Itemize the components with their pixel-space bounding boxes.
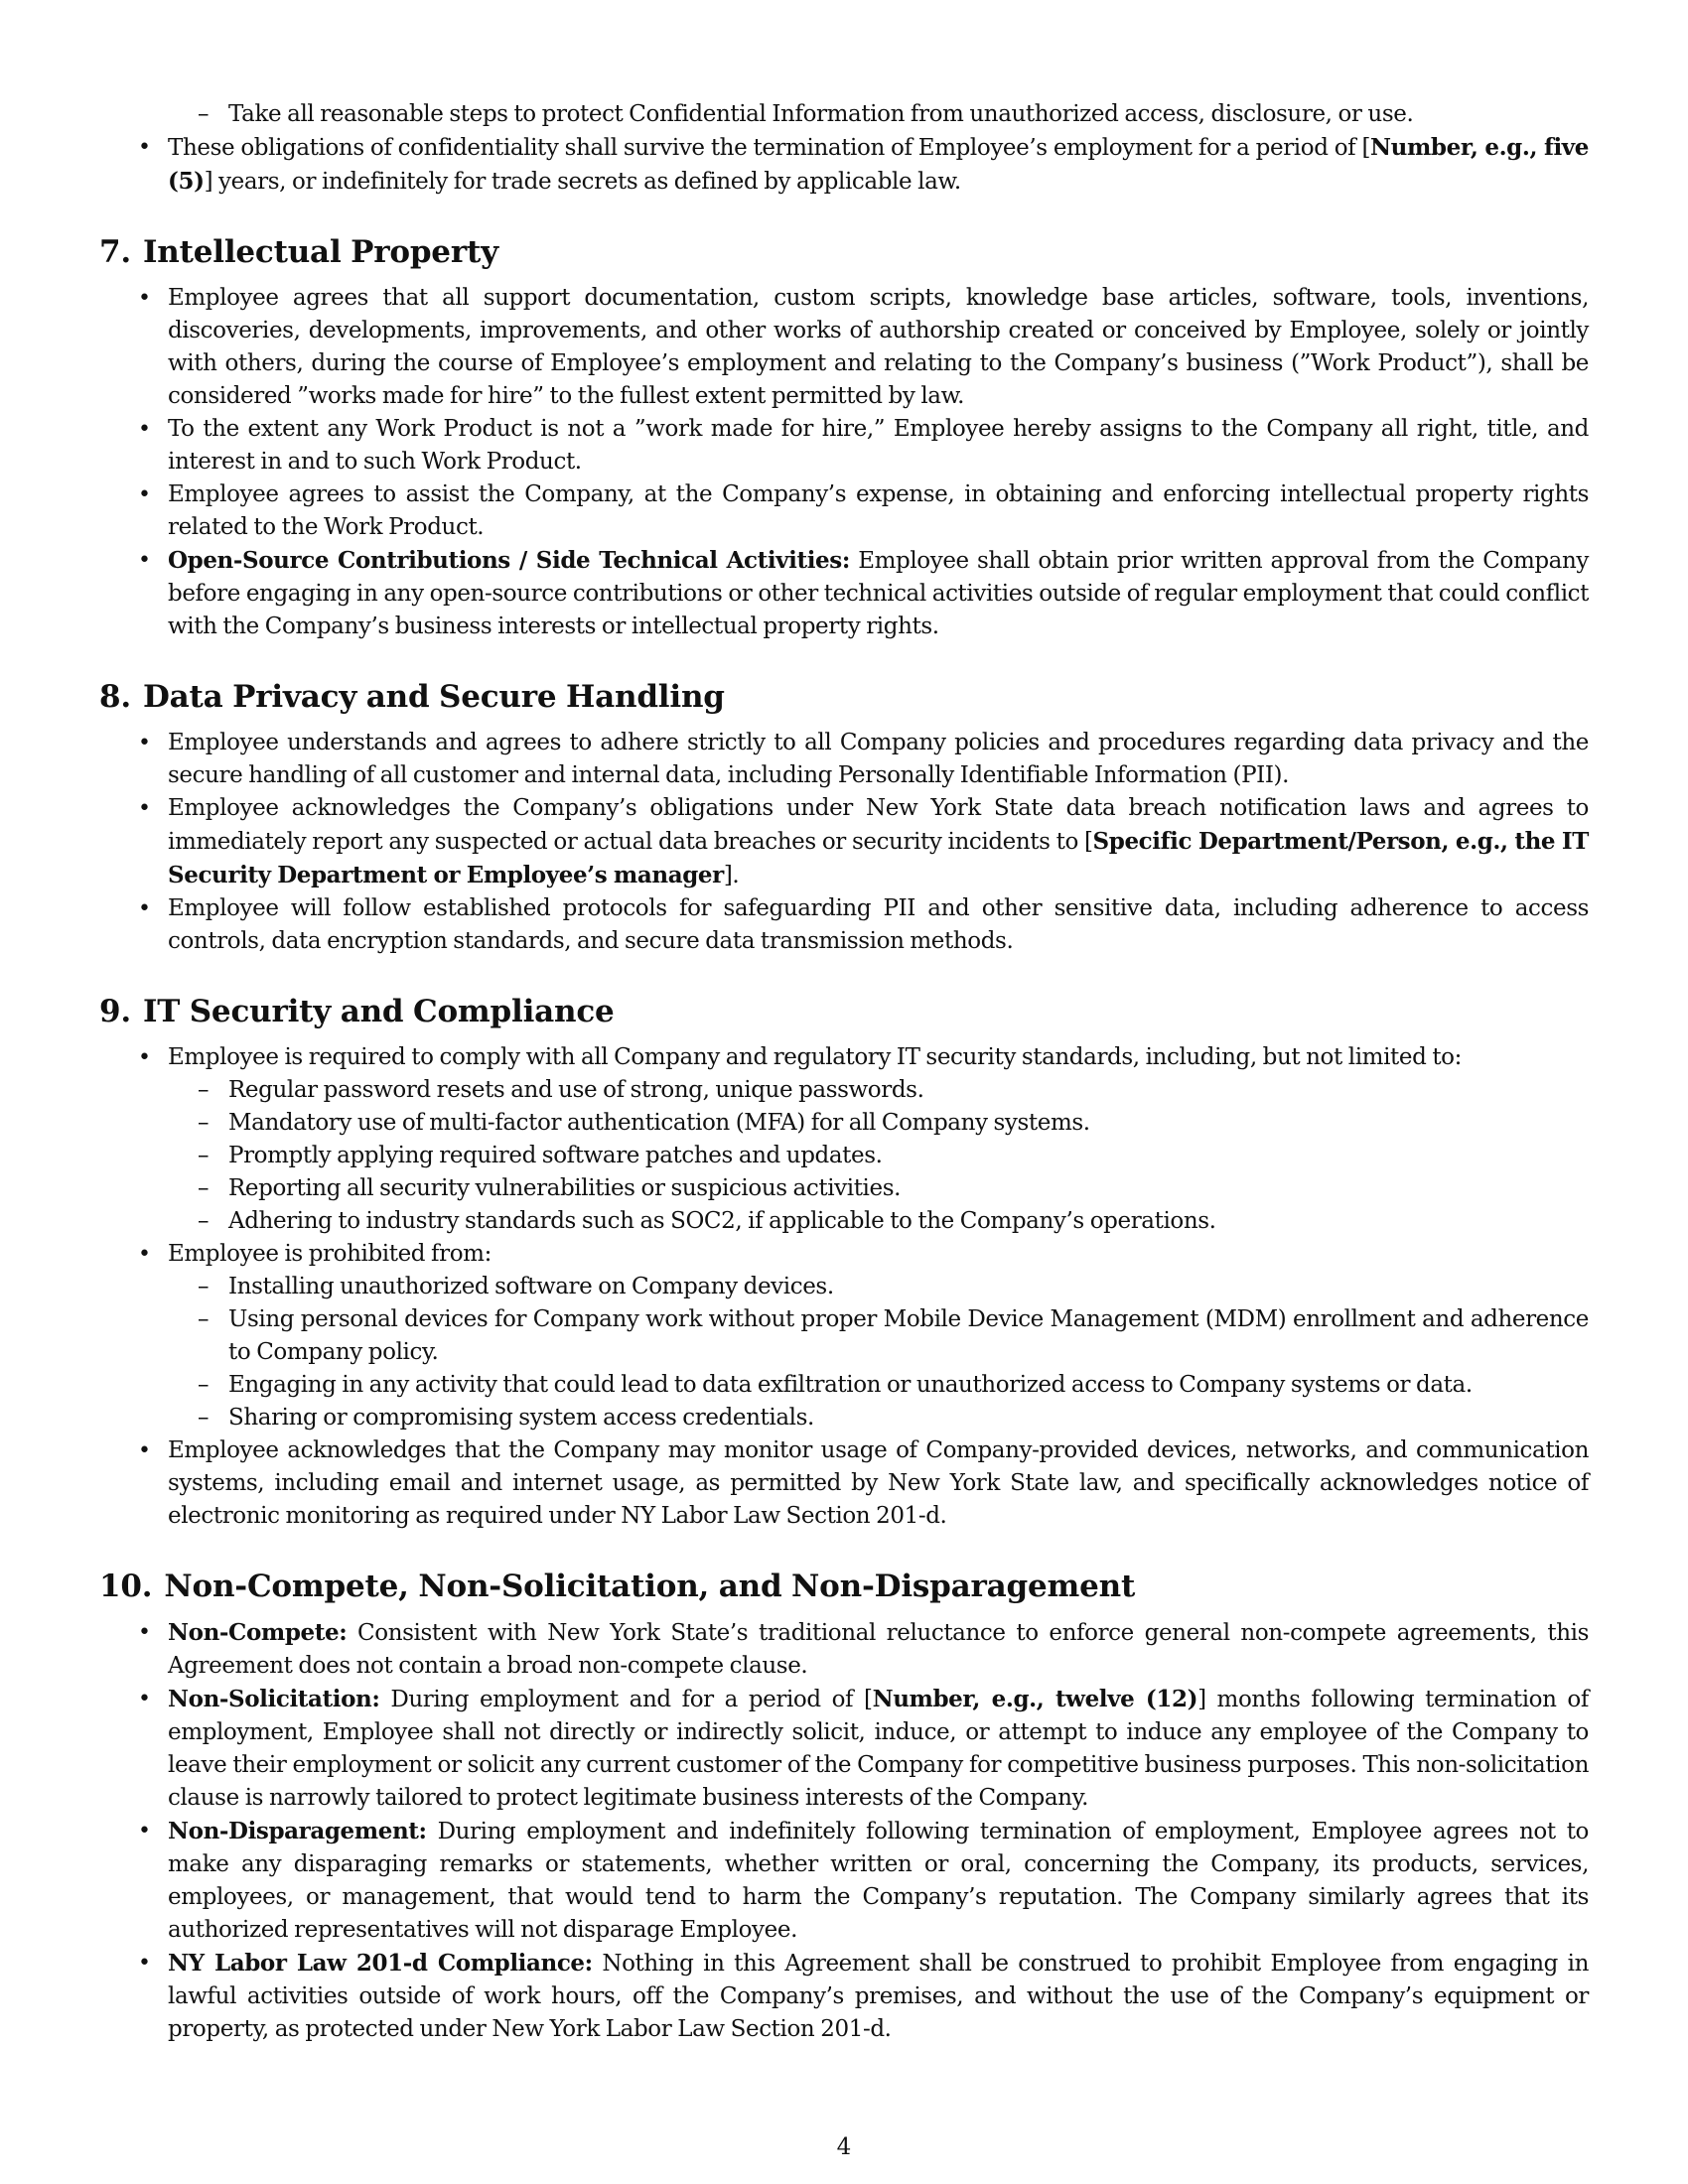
item-label: NY Labor Law 201-d Compliance: (168, 1950, 593, 1977)
item-label: Open-Source Contributions / Side Technical Activities: (168, 547, 850, 574)
list-item: • Employee acknowledges that the Company may monitor usage of Company-provided devices, networks, and communication systems, including email and internet usage, as permitted by New York State law, and specifically acknowledges notice of electronic monitoring as required under NY Labor Law Section 201-d. (99, 1434, 1589, 1533)
section-9-list (99, 1041, 1589, 1533)
sub-list-item: – Using personal devices for Company work without proper Mobile Device Management (MDM) enrollment and adherence to Company policy. (168, 1303, 1589, 1369)
list-item: • Employee agrees that all support documentation, custom scripts, knowledge base articles, software, tools, inventions, discoveries, developments, improvements, and other works of authorship created or conceived by Employee, solely or jointly with others, during the course of Employee’s employment and relating to the Company’s business (”Work Product”), shall be considered ”works made for hire” to the fullest extent permitted by law. (99, 282, 1589, 413)
sub-list-item: – Mandatory use of multi-factor authentication (MFA) for all Company systems. (168, 1107, 1589, 1140)
section-7-list (99, 282, 1589, 643)
placeholder-field: Specific Department/Person, e.g., the IT Security Department or Employee’s manager (168, 828, 1589, 888)
sub-list-item: – Engaging in any activity that could lead to data exfiltration or unauthorized access to Company systems or data. (168, 1369, 1589, 1402)
item-label: Non-Compete: (168, 1619, 348, 1646)
continued-sub-item: – Take all reasonable steps to protect Confidential Information from unauthorized access, disclosure, or use. (99, 98, 1589, 131)
list-item: • Employee will follow established protocols for safeguarding PII and other sensitive data, including adherence to access controls, data encryption standards, and secure data transmission methods. (99, 892, 1589, 958)
section-10-list (99, 1616, 1589, 2046)
item-label: Non-Solicitation: (168, 1686, 380, 1712)
list-item: • Employee understands and agrees to adhere strictly to all Company policies and procedures regarding data privacy and the secure handling of all customer and internal data, including Personally Identifiable Information (PII). (99, 727, 1589, 792)
placeholder-field: Number, e.g., five (5) (168, 134, 1589, 195)
list-item: • NY Labor Law 201-d Compliance: Nothing in this Agreement shall be construed to prohibit Employee from engaging in lawful activities outside of work hours, off the Company’s premises, and without the use of the Company’s equipment or property, as protected under New York Labor Law Section 201-d. (99, 1947, 1589, 2046)
list-item: • These obligations of confidentiality shall survive the termination of Employee’s employment for a period of [Number, e.g., five (5)] years, or indefinitely for trade secrets as defined by applicable law. (99, 131, 1589, 199)
list-item: • Employee agrees to assist the Company, at the Company’s expense, in obtaining and enforcing intellectual property rights related to the Work Product. (99, 478, 1589, 544)
section-heading-9: 9. IT Security and Compliance (99, 994, 615, 1029)
document-body (99, 98, 1589, 2046)
sub-list-item: – Adhering to industry standards such as SOC2, if applicable to the Company’s operations. (168, 1205, 1589, 1238)
sub-list-item: – Regular password resets and use of strong, unique passwords. (168, 1074, 1589, 1107)
list-item: • Employee is prohibited from: – Installing unauthorized software on Company devices. – Using personal devices for Company work without proper Mobile Device Management (MDM) enrollment and adherence to Company policy. – Engaging in any activity that could lead to data exfiltration or unauthorized access to Company systems or data. – Sharing or compromising system access credentials. (99, 1238, 1589, 1434)
list-item: • To the extent any Work Product is not a ”work made for hire,” Employee hereby assigns to the Company all right, title, and interest in and to such Work Product. (99, 413, 1589, 478)
item-label: Non-Disparagement: (168, 1818, 427, 1844)
section-heading-10: 10. Non-Compete, Non-Solicitation, and Non-Disparagement (99, 1569, 1136, 1604)
list-item: • Non-Disparagement: During employment and indefinitely following termination of employment, Employee agrees not to make any disparaging remarks or statements, whether written or oral, concerning the Company, its products, services, employees, or management, that would tend to harm the Company’s reputation. The Company similarly agrees that its authorized representatives will not disparage Employee. (99, 1815, 1589, 1947)
page-number: 4 (836, 2134, 852, 2160)
list-item: • Employee is required to comply with all Company and regulatory IT security standards, including, but not limited to: – Regular password resets and use of strong, unique passwords. – Mandatory use of multi-factor authentication (MFA) for all Company systems. – Promptly applying required software patches and updates. – Reporting all security vulnerabilities or suspicious activities. – Adhering to industry standards such as SOC2, if applicable to the Company’s operations. (99, 1041, 1589, 1238)
section-heading-7: 7. Intellectual Property (99, 234, 498, 270)
sub-list-item: – Promptly applying required software patches and updates. (168, 1140, 1589, 1172)
continued-list (99, 131, 1589, 199)
list-item: • Non-Compete: Consistent with New York State’s traditional reluctance to enforce general non-compete agreements, this Agreement does not contain a broad non-compete clause. (99, 1616, 1589, 1683)
list-item: • Employee acknowledges the Company’s obligations under New York State data breach notification laws and agrees to immediately report any suspected or actual data breaches or security incidents to [Specific Department/Person, e.g., the IT Security Department or Employee’s manager]. (99, 792, 1589, 892)
sub-list-item: – Reporting all security vulnerabilities or suspicious activities. (168, 1172, 1589, 1205)
prohibited-sublist (168, 1271, 1589, 1434)
list-item: • Non-Solicitation: During employment and for a period of [Number, e.g., twelve (12)] months following termination of employment, Employee shall not directly or indirectly solicit, induce, or attempt to induce any employee of the Company to leave their employment or solicit any current customer of the Company for competitive business purposes. This non-solicitation clause is narrowly tailored to protect legitimate business interests of the Company. (99, 1683, 1589, 1815)
placeholder-field: Number, e.g., twelve (12) (872, 1686, 1198, 1712)
sub-list-item: – Installing unauthorized software on Company devices. (168, 1271, 1589, 1303)
list-item: • Open-Source Contributions / Side Technical Activities: Employee shall obtain prior written approval from the Company before engaging in any open-source contributions or other technical activities outside of regular employment that could conflict with the Company’s business interests or intellectual property rights. (99, 544, 1589, 643)
section-8-list (99, 727, 1589, 958)
sub-list-item: – Sharing or compromising system access credentials. (168, 1402, 1589, 1434)
required-sublist (168, 1074, 1589, 1238)
section-heading-8: 8. Data Privacy and Secure Handling (99, 679, 725, 715)
